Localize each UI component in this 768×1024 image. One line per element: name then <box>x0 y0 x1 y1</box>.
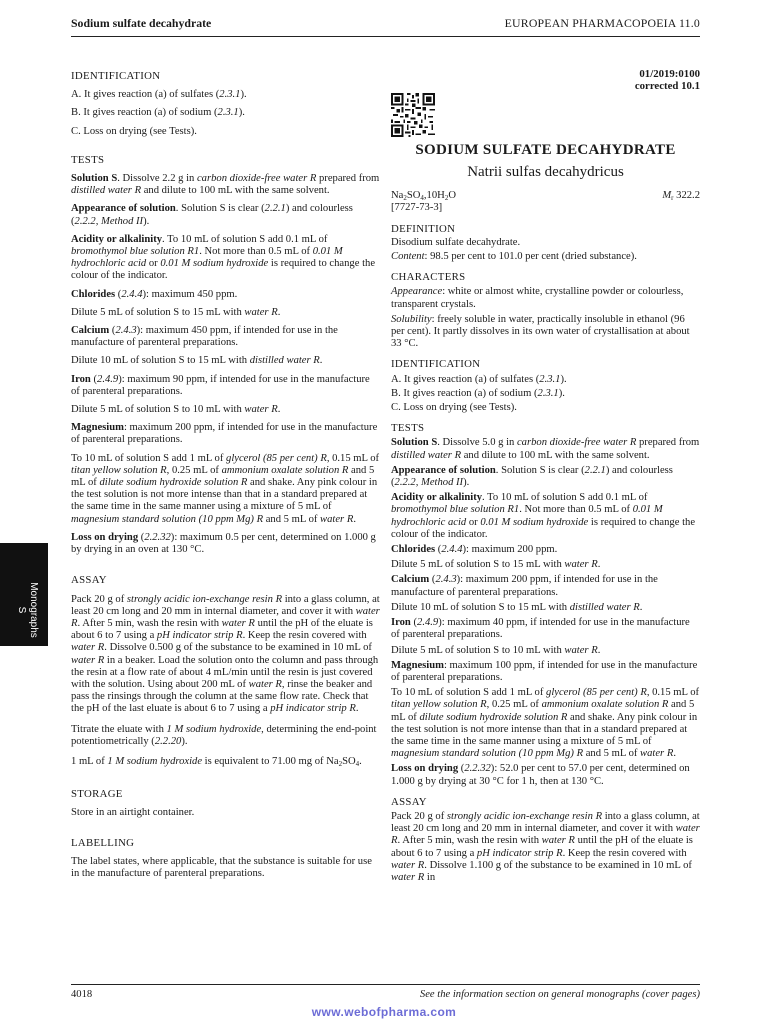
test-iron-right: Iron (2.4.9): maximum 40 ppm, if intended for use in the manufacture of parenteral preparations. <box>391 617 690 641</box>
test-iron: Iron (2.4.9): maximum 90 ppm, if intended for use in the manufacture of parenteral preparations. <box>71 373 370 397</box>
test-acidity-alkalinity-right: Acidity or alkalinity. To 10 mL of solution S add 0.1 mL of bromothymol blue solution R1. Not more than 0.5 mL of 0.01 M hydrochloric acid or 0.01 M sodium hydroxide is required to change the colour of the indicator. <box>391 492 696 540</box>
test-magnesium: Magnesium: maximum 200 ppm, if intended for use in the manufacture of parenteral preparations. <box>71 422 378 446</box>
page-number: 4018 <box>71 989 93 1000</box>
identification-a: A. It gives reaction (a) of sulfates (2.3.1). <box>71 89 247 101</box>
molecular-formula: $Na_2SO_4,10H_2O$ <box>391 190 456 203</box>
chlorides-dilution: Dilute 5 mL of solution S to 15 mL with water R. <box>71 306 281 318</box>
test-chlorides: Chlorides (2.4.4): maximum 450 ppm. <box>71 288 238 300</box>
monograph-reference <box>391 68 700 92</box>
labelling-text: The label states, where applicable, that the substance is suitable for use in the manufacture of parenteral preparations. <box>71 855 372 879</box>
chlorides-dilution-right: Dilute 5 mL of solution S to 15 mL with water R. <box>391 559 601 571</box>
identification-b: B. It gives reaction (a) of sodium (2.3.1). <box>71 107 245 119</box>
side-tab-label <box>15 565 39 655</box>
footer-note: See the information section on general monographs (cover pages) <box>419 989 700 1000</box>
section-heading-identification: IDENTIFICATION <box>71 70 161 82</box>
assay-procedure-right: Pack 20 g of strongly acidic ion-exchange resin R into a glass column, at least 20 cm long and 20 mm in internal diameter, and cover it with water R. After 5 min, wash the resin with water R until the pH of the eluate is about 6 to 7 using a pH indicator strip R. Keep the resin covered with water R. Dissolve 1.100 g of the substance to be examined in 10 mL of water R in <box>391 810 700 883</box>
iron-dilution-right: Dilute 5 mL of solution S to 10 mL with water R. <box>391 644 601 656</box>
test-loss-on-drying: Loss on drying (2.2.32): maximum 0.5 per cent, determined on 1.000 g by drying in an oven at 130 °C. <box>71 531 376 556</box>
test-magnesium-right: Magnesium: maximum 100 ppm, if intended for use in the manufacture of parenteral preparations. <box>391 659 698 683</box>
header-publication: EUROPEAN PHARMACOPOEIA 11.0 <box>504 16 700 30</box>
assay-equivalence: 1 mL of 1 M sodium hydroxide is equivalent to 71.00 mg of $Na_2SO_4$. <box>71 755 362 768</box>
section-heading-storage: STORAGE <box>71 788 123 801</box>
qr-code-icon <box>391 93 435 137</box>
test-calcium: Calcium (2.4.3): maximum 450 ppm, if intended for use in the manufacture of parenteral preparations. <box>71 325 338 349</box>
formula-row <box>391 190 700 202</box>
section-heading-characters: CHARACTERS <box>391 271 466 284</box>
iron-dilution: Dilute 5 mL of solution S to 10 mL with water R. <box>71 404 281 416</box>
magnesium-procedure: To 10 mL of solution S add 1 mL of glycerol (85 per cent) R, 0.15 mL of titan yellow solution R, 0.25 mL of ammonium oxalate solution R and 5 mL of dilute sodium hydroxide solution R and shake. Any pink colour in the test solution is not more intense than that in a standard prepared at the same time in the same manner using a mixture of 5 mL of magnesium standard solution (10 ppm Mg) R and 5 mL of water R. <box>71 452 380 525</box>
side-tab-line-2: S <box>16 606 27 614</box>
identification-c: C. Loss on drying (see Tests). <box>71 125 197 137</box>
section-heading-tests-right: TESTS <box>391 422 425 435</box>
section-heading-definition: DEFINITION <box>391 222 456 235</box>
running-header <box>71 14 700 37</box>
test-acidity-alkalinity: Acidity or alkalinity. To 10 mL of solution S add 0.1 mL of bromothymol blue solution R1. Not more than 0.5 mL of 0.01 M hydrochloric acid or 0.01 M sodium hydroxide is required to change the colour of the indicator. <box>71 233 376 282</box>
monograph-number: 01/2019:0100 <box>639 68 700 80</box>
definition-text: Disodium sulfate decahydrate. <box>391 236 521 248</box>
test-solution-s-right: Solution S. Dissolve 5.0 g in carbon dioxide-free water R prepared from distilled water R and dilute to 100 mL with the same solvent. <box>391 437 700 461</box>
monograph-latin-name: Natrii sulfas decahydricus <box>467 164 624 181</box>
side-tab-line-1: Monographs <box>28 582 39 638</box>
test-appearance-of-solution-right: Appearance of solution. Solution S is clear (2.2.1) and colourless (2.2.2, Method II). <box>391 464 673 489</box>
side-tab-monographs <box>0 543 48 646</box>
test-appearance-of-solution: Appearance of solution. Solution S is clear (2.2.1) and colourless (2.2.2, Method II). <box>71 203 353 227</box>
calcium-dilution-right: Dilute 10 mL of solution S to 15 mL with distilled water R. <box>391 601 643 613</box>
monograph-correction: corrected 10.1 <box>634 80 700 92</box>
test-chlorides-right: Chlorides (2.4.4): maximum 200 ppm. <box>391 544 558 556</box>
storage-text: Store in an airtight container. <box>71 807 195 819</box>
cas-number: [7727-73-3] <box>391 202 443 214</box>
section-heading-identification-right: IDENTIFICATION <box>391 358 481 371</box>
identification-a-right: A. It gives reaction (a) of sulfates (2.3.1). <box>391 373 567 385</box>
right-column <box>391 68 700 890</box>
section-heading-labelling: LABELLING <box>71 836 135 849</box>
identification-b-right: B. It gives reaction (a) of sodium (2.3.1). <box>391 387 565 399</box>
test-solution-s: Solution S. Dissolve 2.2 g in carbon dioxide-free water R prepared from distilled water R and dilute to 100 mL with the same solvent. <box>71 173 380 197</box>
characters-solubility: Solubility: freely soluble in water, practically insoluble in ethanol (96 per cent). It partly dissolves in its own water of crystallisation at about 33 °C. <box>391 313 690 350</box>
monograph-title: SODIUM SULFATE DECAHYDRATE <box>415 142 676 158</box>
test-loss-on-drying-right: Loss on drying (2.2.32): 52.0 per cent to 57.0 per cent, determined on 1.000 g by drying at 30 °C for 1 h, then at 130 °C. <box>391 763 690 787</box>
assay-procedure: Pack 20 g of strongly acidic ion-exchange resin R into a glass column, at least 20 cm long and 20 mm in internal diameter, and cover it with water R. After 5 min, wash the resin with water R until the pH of the eluate is about 6 to 7 using a pH indicator strip R. Keep the resin covered with water R. Dissolve 0.500 g of the substance to be examined in 10 mL of water R in a beaker. Load the solution onto the column and pass through the resin at a flow rate of about 4 mL/min until the resin is just covered with the solution. Using about 200 mL of water R, rinse the beaker and pass the rinsings through the column at the same flow rate. Check that the pH of the last eluate is about 6 to 7 using a pH indicator strip R. <box>71 593 380 715</box>
identification-c-right: C. Loss on drying (see Tests). <box>391 402 517 414</box>
watermark-text: www.webofpharma.com <box>311 1005 457 1019</box>
section-heading-tests: TESTS <box>71 153 105 166</box>
calcium-dilution: Dilute 10 mL of solution S to 15 mL with distilled water R. <box>71 355 323 367</box>
definition-content: Content: 98.5 per cent to 101.0 per cent (dried substance). <box>391 251 637 263</box>
magnesium-procedure-right: To 10 mL of solution S add 1 mL of glycerol (85 per cent) R, 0.15 mL of titan yellow solution R, 0.25 mL of ammonium oxalate solution R and 5 mL of dilute sodium hydroxide solution R and shake. Any pink colour in the test solution is not more intense than that in a standard prepared at the same time in the same manner using a mixture of 5 mL of magnesium standard solution (10 ppm Mg) R and 5 mL of water R. <box>391 687 700 760</box>
relative-molecular-mass: $M_r$ 322.2 <box>662 190 700 203</box>
assay-titration: Titrate the eluate with 1 M sodium hydroxide, determining the end-point potentiometrically (2.2.20). <box>71 723 377 747</box>
header-monograph-name: Sodium sulfate decahydrate <box>71 16 212 30</box>
characters-appearance: Appearance: white or almost white, crystalline powder or colourless, transparent crystals. <box>391 286 684 310</box>
section-heading-assay-right: ASSAY <box>391 795 427 808</box>
page-footer <box>71 984 700 1000</box>
test-calcium-right: Calcium (2.4.3): maximum 200 ppm, if intended for use in the manufacture of parenteral preparations. <box>391 574 658 598</box>
left-column <box>71 70 380 886</box>
section-heading-assay: ASSAY <box>71 574 107 587</box>
